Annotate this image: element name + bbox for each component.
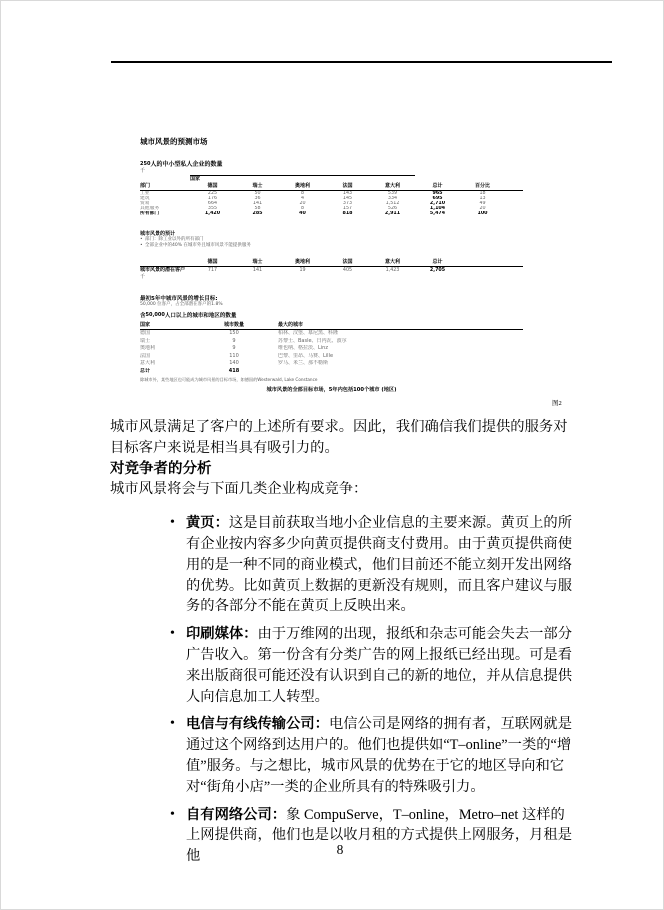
table-cell: 1,420 (204, 211, 221, 216)
table-cell (460, 267, 523, 274)
table-row (140, 338, 523, 346)
cities-table-title-text: 人口以上的城市和地区的数量 (164, 312, 237, 319)
table-cell (505, 211, 523, 216)
table-cell: 巴黎、里昂、马赛、Lille (278, 352, 334, 359)
paragraph: 城市风景满足了客户的上述所有要求。因此，我们确信我们提供的服务对目标客户来说是相当具有吸引力的。 (110, 419, 568, 456)
sme-table-unit: 千 (140, 168, 146, 174)
column-header: 部门 (140, 182, 190, 191)
row-label: 城市风景的潜在客户 (140, 267, 186, 274)
row-label: 法国 (140, 352, 151, 359)
table-cell: 717 (207, 268, 218, 274)
header-rule (111, 61, 612, 63)
table-cell: 50 (254, 191, 261, 196)
table-cell: 9 (232, 345, 236, 352)
cities-table-title-number: 50,000 (145, 311, 165, 318)
cities-table (140, 321, 523, 375)
table-cell: 20 (299, 201, 306, 206)
table-cell: 4 (300, 196, 305, 201)
table-cell: 110 (229, 352, 239, 359)
column-header: 奥地利 (280, 182, 325, 191)
row-label: 工业 (140, 191, 150, 196)
table-cell: 285 (252, 211, 263, 216)
list-item (110, 714, 574, 797)
figure-label: 图2 (552, 400, 562, 407)
table-cell (460, 258, 523, 267)
row-label: 贸易 (140, 201, 150, 206)
table-cell: 维也纳、格拉茨、Linz (278, 345, 328, 352)
table-row (140, 360, 523, 368)
column-header: 法国 (325, 182, 370, 191)
table-cell: 36 (254, 196, 261, 201)
table-cell: 柏林、汉堡、慕尼黑、科隆 (278, 330, 339, 337)
table-cell: 176 (207, 196, 218, 201)
row-label: 所有部门 (140, 211, 160, 216)
section-heading: 对竞争者的分析 (110, 460, 212, 477)
bullet-text: 象 CompuServe，T–online，Metro–net 这样的上网提供商，他们也是以收月租的方式提供上网服务，月租是他 (186, 806, 573, 865)
estimate-notes-list (140, 237, 523, 249)
table-row (140, 345, 523, 353)
column-header: 总计 (415, 258, 460, 267)
table-cell: 664 (207, 201, 218, 206)
table-cell: 2,710 (429, 201, 446, 206)
estimate-notes-title: 城市风景的预计 (140, 231, 176, 237)
column-header: 瑞士 (235, 258, 280, 267)
growth-target-detail: 50,000 位客户，占全部潜在客户的1.8% (140, 302, 223, 308)
column-header: 法国 (325, 258, 370, 267)
table-cell (258, 368, 278, 376)
bullet-term: 黄页： (186, 515, 229, 532)
table-cell: 2,911 (384, 211, 401, 216)
table-row (140, 330, 523, 338)
sme-table-title (140, 161, 523, 168)
table-cell (258, 360, 278, 368)
list-item: • 全部企业中的40% 在城市外且城市风景不能提供服务 (140, 243, 523, 249)
bullet-term: 印刷媒体： (186, 626, 258, 643)
table-cell: 818 (342, 211, 353, 216)
row-label: 奥地利 (140, 345, 156, 352)
table-cell (258, 353, 278, 361)
table-cell: 225 (207, 191, 218, 196)
growth-target-title: 最初5年中城市风景的增长目标: (140, 295, 218, 302)
page-number: 8 (336, 842, 344, 857)
sme-table-title-text: 人的中小型私人企业的数量 (150, 161, 223, 168)
table-cell: 苏黎士、Basle、日内瓦、波尔 (278, 337, 347, 344)
table-cell: 526 (387, 206, 398, 211)
table-cell: 405 (342, 268, 353, 274)
list-item (110, 513, 574, 617)
cities-table-title-prefix: 含 (140, 312, 146, 319)
row-label: 意大利 (140, 360, 156, 367)
table-cell: 140 (229, 360, 239, 367)
table-cell: 1,512 (385, 201, 400, 206)
bullet-term: 自有网络公司： (186, 806, 287, 823)
row-label: 建筑 (140, 196, 150, 201)
column-header: 城市数量 (210, 321, 258, 330)
table-cell (505, 182, 523, 191)
table-cell (278, 368, 523, 376)
bullet-text: 电信公司是网络的拥有者，互联网就是通过这个网络到达用户的。他们也提供如“T–online”一类的“增值”服务。与之想比，城市风景的优势在于它的地区导向和它对“街角小店”一类的企业所具有的特殊吸引力。 (186, 716, 573, 795)
table-cell: 5,474 (429, 211, 446, 216)
row-label: 其他服务 (140, 206, 160, 211)
column-header: 意大利 (370, 182, 415, 191)
header-row (140, 258, 523, 267)
table-cell: 143 (342, 191, 353, 196)
column-header: 瑞士 (235, 182, 280, 191)
column-header: 意大利 (370, 258, 415, 267)
potential-table-unit: 千 (140, 273, 146, 280)
table-row (140, 267, 523, 274)
bullet-text: 这是目前获取当地小企业信息的主要来源。黄页上的所有企业按内容多少向黄页提供商支付费用。由于黄页提供商使用的是一种不同的商业模式，他们目前还不能立刻开发出网络的优势。比如黄页上数据的更新没有规则，而且客户建议与服务的各部分不能在黄页上反映出来。 (186, 515, 573, 615)
table-cell: 58 (254, 206, 261, 211)
table-cell: 1,423 (385, 268, 400, 274)
sme-table-title-number: 250 (140, 161, 151, 167)
table-cell: 18 (479, 191, 486, 196)
table-cell: 20 (479, 206, 486, 211)
cities-table-footnote: 除城市外，某些地区也可能成为城市风景的目标市场，如德国的Westerwald, Lake Constance (140, 377, 318, 383)
column-header: 总计 (415, 182, 460, 191)
row-label: 总计 (140, 367, 151, 374)
sme-table (140, 175, 523, 216)
bullet-text: 由于万维网的出现，报纸和杂志可能会失去一部分广告收入。第一份含有分类广告的网上报纸已经出现。可是看来出版商很可能还没有认识到自己的新的地位，并从信息提供人向信息加工人转型。 (186, 626, 573, 705)
header-row (140, 321, 523, 330)
table-cell: 141 (252, 268, 263, 274)
exhibit-caption: 城市风景的全部目标市场，5年内包括100个城市 (地区) (266, 387, 397, 394)
column-header: 德国 (190, 182, 235, 191)
table-cell: 141 (252, 201, 263, 206)
country-group-header: 国家 (190, 176, 415, 183)
row-label: 德国 (140, 330, 151, 337)
body-text (110, 417, 574, 874)
column-header: 德国 (190, 258, 235, 267)
list-item (110, 624, 574, 707)
column-header: 奥地利 (280, 258, 325, 267)
cities-table-title (140, 312, 523, 320)
table-cell: 355 (207, 206, 218, 211)
table-cell: 9 (232, 337, 236, 344)
potential-customers-table (140, 258, 523, 274)
table-cell (140, 258, 190, 267)
column-header: 百分比 (460, 182, 505, 191)
table-cell (258, 338, 278, 346)
table-cell: 965 (432, 191, 443, 196)
header-row (140, 182, 523, 191)
table-cell: 334 (387, 196, 398, 201)
table-cell: 13 (479, 196, 486, 201)
bullet-term: 电信与有线传输公司： (186, 716, 329, 733)
table-total-row (140, 211, 523, 216)
table-cell: 8 (300, 191, 305, 196)
column-header: 最大的城市 (278, 321, 523, 330)
table-cell: 373 (342, 201, 353, 206)
table-cell: 145 (342, 196, 353, 201)
table-cell: 1,104 (429, 206, 446, 211)
table-cell: 40 (299, 211, 306, 216)
table-cell: 2,705 (429, 268, 446, 274)
table-cell (258, 345, 278, 353)
table-cell: 539 (387, 191, 398, 196)
column-header: 国家 (140, 321, 210, 330)
table-cell: 157 (342, 206, 353, 211)
competitor-bullet-list (110, 513, 574, 867)
table-cell: 罗马、米兰、那不勒斯 (278, 360, 329, 367)
table-cell: 19 (299, 268, 306, 274)
row-label: 瑞士 (140, 337, 151, 344)
table-row (140, 353, 523, 361)
list-item: • 部门：除工业以外的所有部门 (140, 237, 523, 243)
table-cell: 100 (477, 211, 488, 216)
table-cell: 8 (300, 206, 305, 211)
table-cell: 695 (432, 196, 443, 201)
table-cell (258, 330, 278, 338)
exhibit-block (140, 138, 523, 393)
table-cell (258, 321, 278, 330)
paragraph: 城市风景将会与下面几类企业构成竞争： (110, 481, 368, 498)
table-cell: 418 (228, 367, 240, 374)
exhibit-title: 城市风景的预测市场 (140, 137, 208, 146)
table-total-row (140, 368, 523, 376)
table-cell: 150 (229, 330, 239, 337)
table-cell: 49 (479, 201, 486, 206)
